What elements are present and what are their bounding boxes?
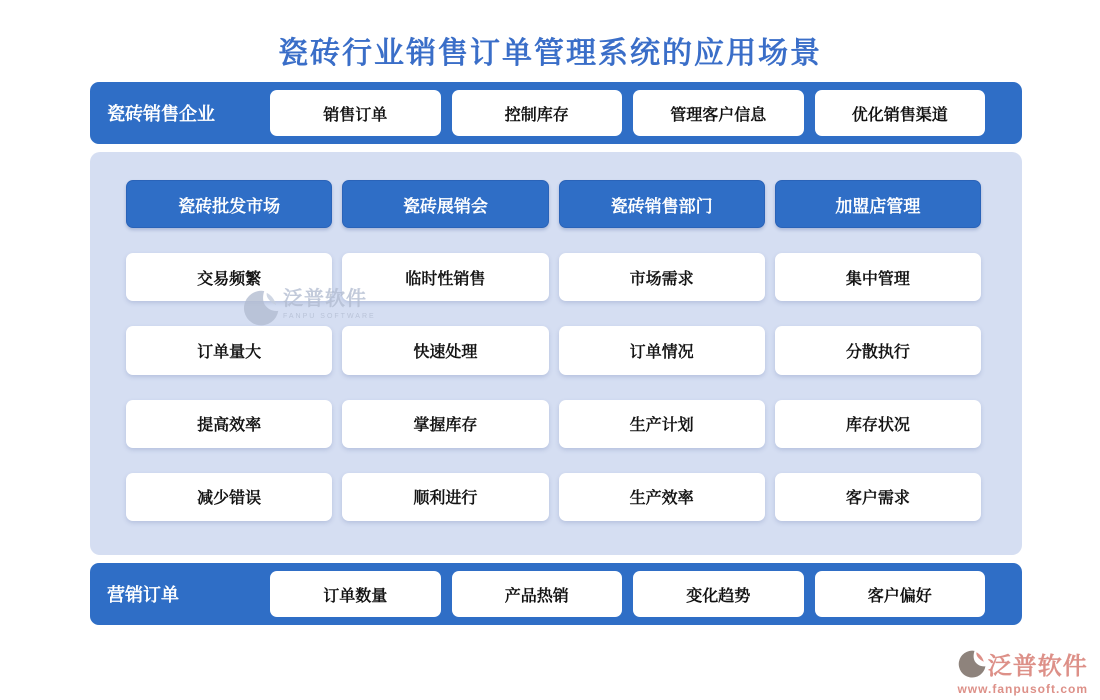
watermark-brand-subtext: FANPU SOFTWARE xyxy=(283,313,376,320)
matrix-cell: 顺利进行 xyxy=(342,473,548,521)
column-header-franchise: 加盟店管理 xyxy=(775,180,981,228)
fanpu-logo-icon xyxy=(958,649,986,679)
matrix-cell: 集中管理 xyxy=(775,253,981,301)
matrix-cell: 市场需求 xyxy=(559,253,765,301)
matrix-cell: 减少错误 xyxy=(126,473,332,521)
column-header-wholesale-market: 瓷砖批发市场 xyxy=(126,180,332,228)
watermark-brand-name: 泛普软件 xyxy=(283,288,367,310)
bottom-bar-item-order-quantity: 订单数量 xyxy=(270,571,441,617)
bottom-bar-label: 营销订单 xyxy=(107,585,179,605)
column-header-exhibition: 瓷砖展销会 xyxy=(342,180,548,228)
top-bar-item-inventory-control: 控制库存 xyxy=(452,90,623,136)
matrix-cell: 分散执行 xyxy=(775,326,981,374)
bottom-bar-item-hot-products: 产品热销 xyxy=(452,571,623,617)
column-header-sales-dept: 瓷砖销售部门 xyxy=(559,180,765,228)
fanpu-watermark xyxy=(243,282,376,328)
fanpu-logo-icon xyxy=(243,288,279,328)
top-bar-item-sales-order: 销售订单 xyxy=(270,90,441,136)
scenario-grid xyxy=(126,180,981,521)
matrix-cell: 提高效率 xyxy=(126,400,332,448)
footer-brand-url: www.fanpusoft.com xyxy=(957,682,1088,696)
matrix-cell: 库存状况 xyxy=(775,400,981,448)
top-bar-item-customer-info: 管理客户信息 xyxy=(633,90,804,136)
matrix-cell: 交易频繁 xyxy=(126,253,332,301)
page-title: 瓷砖行业销售订单管理系统的应用场景 xyxy=(278,37,822,70)
matrix-cell: 临时性销售 xyxy=(342,253,548,301)
matrix-cell: 快速处理 xyxy=(342,326,548,374)
matrix-cell: 订单情况 xyxy=(559,326,765,374)
matrix-cell: 生产计划 xyxy=(559,400,765,448)
bottom-bar-item-preferences: 客户偏好 xyxy=(815,571,986,617)
bottom-bar xyxy=(90,563,1022,625)
top-bar-label: 瓷砖销售企业 xyxy=(107,104,215,124)
matrix-cell: 掌握库存 xyxy=(342,400,548,448)
matrix-cell: 生产效率 xyxy=(559,473,765,521)
matrix-cell: 客户需求 xyxy=(775,473,981,521)
footer-brand-name: 泛普软件 xyxy=(987,653,1088,680)
scenario-panel xyxy=(90,152,1022,555)
matrix-cell: 订单量大 xyxy=(126,326,332,374)
fanpu-footer-logo xyxy=(957,646,1088,696)
bottom-bar-item-trends: 变化趋势 xyxy=(633,571,804,617)
top-bar xyxy=(90,82,1022,144)
top-bar-item-sales-channel: 优化销售渠道 xyxy=(815,90,986,136)
